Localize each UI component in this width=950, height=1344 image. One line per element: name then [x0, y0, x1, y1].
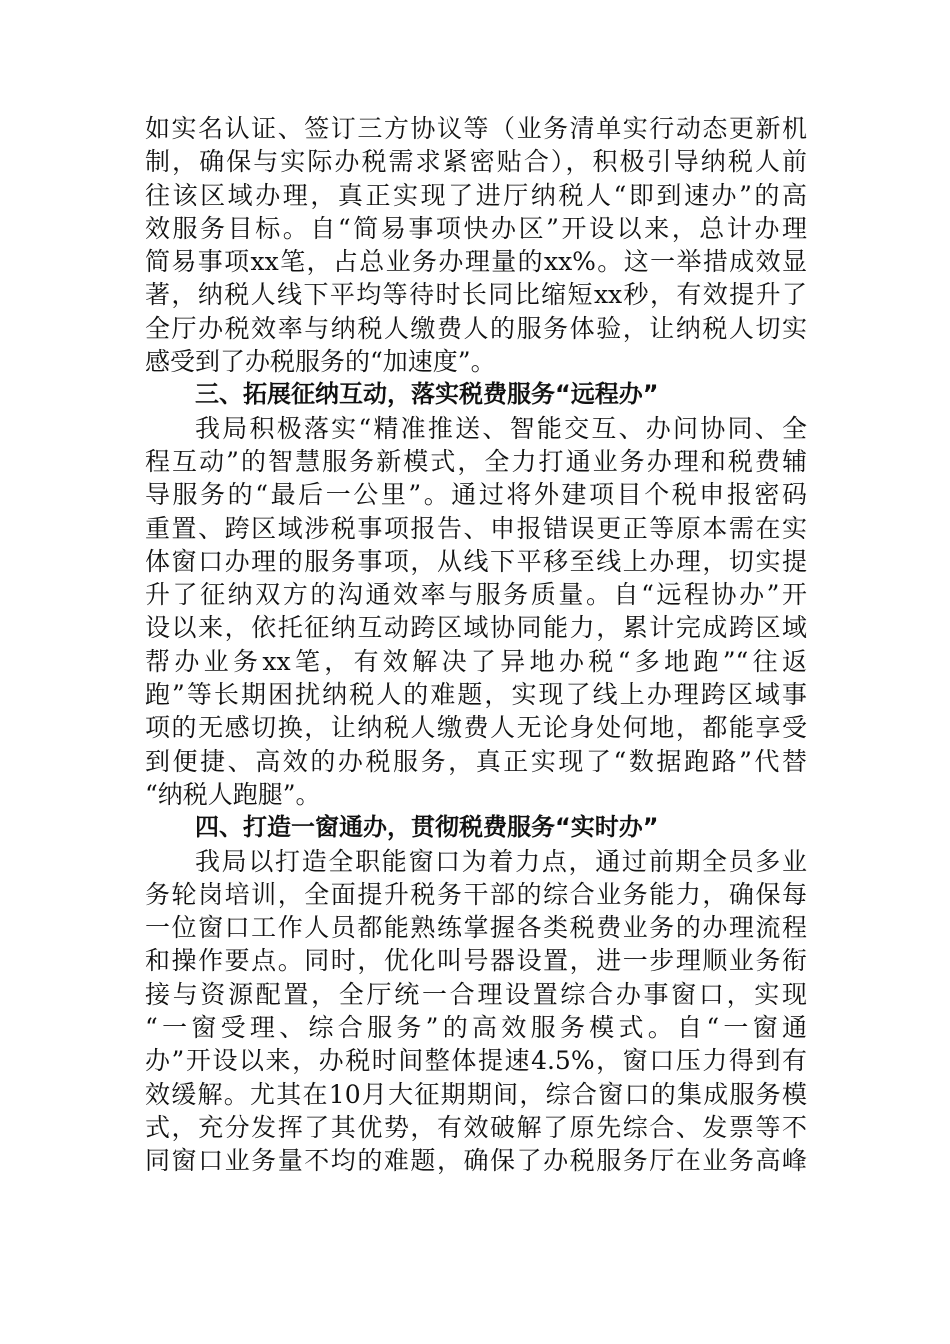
text-line: 项的无感切换，让纳税人缴费人无论身处何地，都能享受	[145, 713, 807, 743]
text-line: 帮办业务xx笔，有效解决了异地办税“多地跑”“往返	[145, 646, 807, 676]
text-line: 设以来，依托征纳互动跨区域协同能力，累计完成跨区域	[145, 613, 807, 643]
text-line: “纳税人跑腿”。	[145, 779, 321, 809]
text-line: 全厅办税效率与纳税人缴费人的服务体验，让纳税人切实	[145, 313, 807, 343]
text-line: 办”开设以来，办税时间整体提速4.5%，窗口压力得到有	[145, 1046, 807, 1076]
text-line: 体窗口办理的服务事项，从线下平移至线上办理，切实提	[145, 546, 807, 576]
text-line: 升了征纳双方的沟通效率与服务质量。自“远程协办”开	[145, 580, 807, 610]
text-line: 导服务的“最后一公里”。通过将外建项目个税申报密码	[145, 480, 807, 510]
text-line: 制，确保与实际办税需求紧密贴合），积极引导纳税人前	[145, 147, 807, 177]
text-line: 跑”等长期困扰纳税人的难题，实现了线上办理跨区域事	[145, 680, 807, 710]
text-line: 式，充分发挥了其优势，有效破解了原先综合、发票等不	[145, 1112, 807, 1142]
text-line: 我局积极落实“精准推送、智能交互、办问协同、全	[195, 413, 807, 443]
text-line: 到便捷、高效的办税服务，真正实现了“数据跑路”代替	[145, 746, 807, 776]
text-line: 重置、跨区域涉税事项报告、申报错误更正等原本需在实	[145, 513, 807, 543]
section-heading: 四、打造一窗通办，贯彻税费服务“实时办”	[195, 813, 659, 842]
text-line: 我局以打造全职能窗口为着力点，通过前期全员多业	[195, 846, 807, 876]
document-page	[145, 112, 807, 1178]
paragraph	[145, 112, 807, 378]
text-line: 和操作要点。同时，优化叫号器设置，进一步理顺业务衔	[145, 946, 807, 976]
paragraph	[145, 845, 807, 1178]
paragraph	[145, 412, 807, 812]
section-heading: 三、拓展征纳互动，落实税费服务“远程办”	[195, 380, 659, 409]
text-line: 效服务目标。自“简易事项快办区”开设以来，总计办理	[145, 213, 807, 243]
text-line: 务轮岗培训，全面提升税务干部的综合业务能力，确保每	[145, 879, 807, 909]
text-line: 感受到了办税服务的“加速度”。	[145, 347, 496, 377]
text-line: 简易事项xx笔，占总业务办理量的xx%。这一举措成效显	[145, 247, 807, 277]
text-line: 如实名认证、签订三方协议等（业务清单实行动态更新机	[145, 114, 807, 143]
text-line: 同窗口业务量不均的难题，确保了办税服务厅在业务高峰	[145, 1146, 807, 1176]
text-line: “一窗受理、综合服务”的高效服务模式。自“一窗通	[145, 1013, 807, 1043]
text-line: 程互动”的智慧服务新模式，全力打通业务办理和税费辅	[145, 446, 807, 476]
text-line: 著，纳税人线下平均等待时长同比缩短xx秒，有效提升了	[145, 280, 807, 310]
text-line: 一位窗口工作人员都能熟练掌握各类税费业务的办理流程	[145, 913, 807, 943]
text-line: 往该区域办理，真正实现了进厅纳税人“即到速办”的高	[145, 180, 807, 210]
text-line: 效缓解。尤其在10月大征期期间，综合窗口的集成服务模	[145, 1079, 807, 1109]
text-line: 接与资源配置，全厅统一合理设置综合办事窗口，实现	[145, 979, 807, 1009]
